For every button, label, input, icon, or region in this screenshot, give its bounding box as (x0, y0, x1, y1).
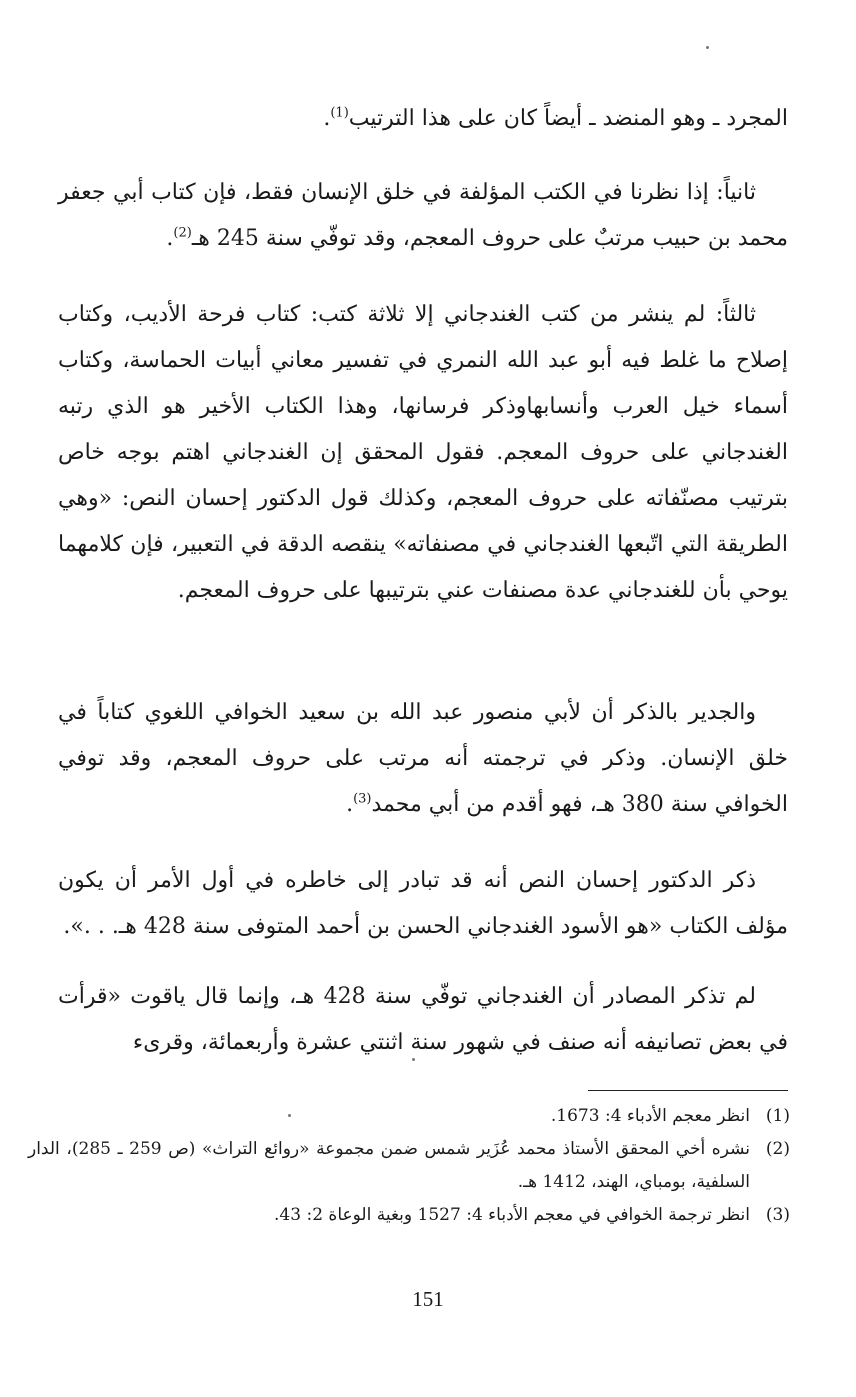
footnotes (28, 1100, 790, 1232)
paragraph-1-end: . (323, 106, 331, 131)
paragraph-1 (58, 96, 788, 142)
paragraph-4-text: والجدير بالذكر أن لأبي منصور عبد الله بن سعيد الخوافي اللغوي كتاباً في خلق الإنسان. وذكر في ترجمته أنه مرتب على حروف المعجم، وقد توفي الخوافي سنة 380 هـ، فهو أقدم من أبي محمد (58, 700, 789, 817)
paragraph-2-text: ثانياً: إذا نظرنا في الكتب المؤلفة في خلق الإنسان فقط، فإن كتاب أبي جعفر محمد بن حبيب مرتبٌ على حروف المعجم، وقد توفّي سنة 245 هـ (58, 180, 788, 251)
footnote-2-number: (2) (765, 1139, 790, 1159)
page-number: 151 (412, 1287, 444, 1311)
paragraph-2 (58, 170, 788, 262)
footnote-ref-3[interactable]: (3) (353, 791, 372, 807)
footnote-1 (28, 1100, 790, 1133)
paragraph-3 (58, 292, 788, 614)
paragraph-1-text: المجرد ـ وهو المنضد ـ أيضاً كان على هذا الترتيب (348, 106, 788, 131)
footnote-3 (28, 1199, 790, 1232)
paragraph-6 (58, 974, 788, 1066)
paragraph-5 (58, 858, 788, 950)
scan-speck (706, 46, 709, 49)
paragraph-2-end: . (166, 226, 174, 251)
paragraph-5-text: ذكر الدكتور إحسان النص أنه قد تبادر إلى خاطره في أول الأمر أن يكون مؤلف الكتاب «هو الأسود الغندجاني الحسن بن أحمد المتوفى سنة 428 هـ. . .». (58, 868, 788, 939)
footnote-1-number: (1) (765, 1106, 790, 1126)
paragraph-4-end: . (346, 792, 354, 817)
footnote-2 (28, 1133, 790, 1199)
paragraph-4 (58, 690, 788, 828)
paragraph-3-text: ثالثاً: لم ينشر من كتب الغندجاني إلا ثلاثة كتب: كتاب فرحة الأديب، وكتاب إصلاح ما غلط فيه أبو عبد الله النمري في تفسير معاني أبيات الحماسة، وكتاب أسماء خيل العرب وأنسابهاوذكر فرسانها، وهذا الكتاب الأخير هو الذي رتبه الغندجاني على حروف المعجم. فقول المحقق إن الغندجاني اهتم بوجه خاص بترتيب مصنّفاته على حروف المعجم، وكذلك قول الدكتور إحسان النص: «وهي الطريقة التي اتّبعها الغندجاني في مصنفاته» ينقصه الدقة في التعبير، فإن كلامهما يوحي بأن للغندجاني عدة مصنفات عني بترتيبها على حروف المعجم. (58, 302, 788, 603)
footnote-ref-1[interactable]: (1) (330, 105, 349, 121)
paragraph-6-text: لم تذكر المصادر أن الغندجاني توفّي سنة 428 هـ، وإنما قال ياقوت «قرأت في بعض تصانيفه أنه صنف في شهور سنة اثنتي عشرة وأربعمائة، وقرىء (58, 984, 788, 1055)
footnote-3-number: (3) (765, 1205, 790, 1225)
footnote-1-text: انظر معجم الأدباء 4: 1673. (550, 1106, 750, 1126)
footnote-2-text: نشره أخي المحقق الأستاذ محمد عُزَير شمس ضمن مجموعة «روائع التراث» (ص 259 ـ 285)، الدار السلفية، بومباي، الهند، 1412 هـ. (28, 1139, 750, 1192)
footnote-ref-2[interactable]: (2) (173, 225, 192, 241)
footnote-separator (588, 1090, 788, 1091)
footnote-3-text: انظر ترجمة الخوافي في معجم الأدباء 4: 1527 وبغية الوعاة 2: 43. (274, 1205, 750, 1225)
